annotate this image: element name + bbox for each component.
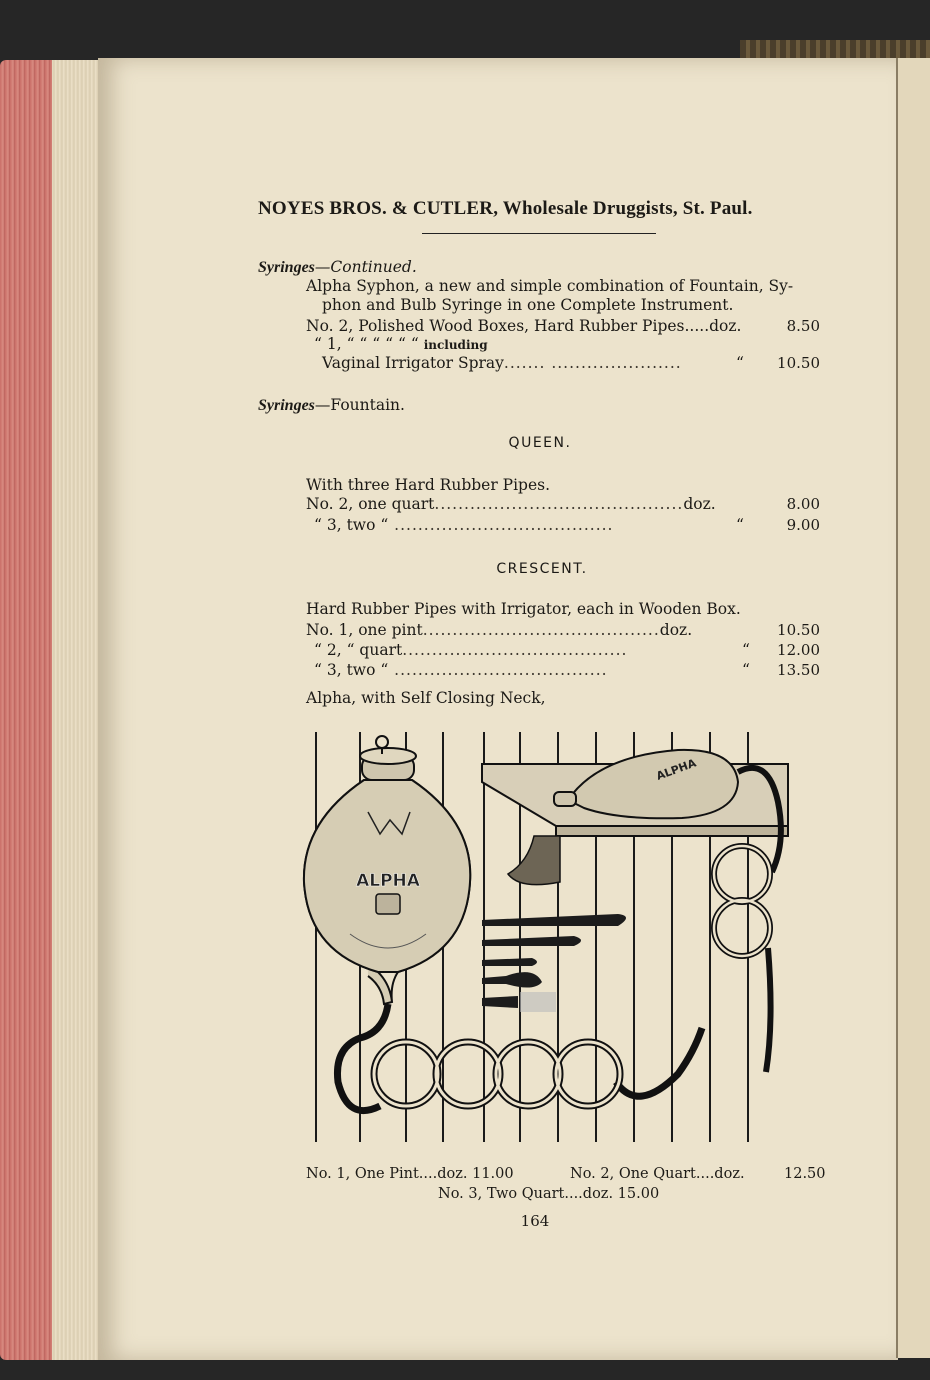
crescent-unit-no3: “ [742,661,750,679]
queen-desc: With three Hard Rubber Pipes. [306,476,551,494]
alpha-desc-line2: phon and Bulb Syringe in one Complete Instrument. [322,296,734,314]
bottle-label: ALPHA [356,871,420,891]
alpha-self-closing-desc: Alpha, with Self Closing Neck, [306,689,546,707]
caption-no3: No. 3, Two Quart....doz. 15.00 [438,1186,660,1202]
section-title-syringes-fountain: Syringes—Fountain. [258,396,405,414]
queen-item-no2: No. 2, one quart..........................................doz. [306,495,716,513]
crescent-price-no1: 10.50 [777,621,820,639]
bulb-label: ALPHA [654,756,698,783]
section-title-syringes-continued: Syringes—Continued. [258,258,417,276]
page-number: 164 [520,1212,550,1230]
crescent-item-no1: No. 1, one pint........................................doz. [306,621,693,639]
heading-queen: QUEEN. [508,435,572,451]
heading-crescent: CRESCENT. [496,561,588,577]
price-vaginal-irrigator: 10.50 [777,354,820,372]
header-rule [422,233,656,234]
item-no2-wood-boxes: No. 2, Polished Wood Boxes, Hard Rubber Pipes.....doz. [306,317,742,335]
page-header: NOYES BROS. & CUTLER, Wholesale Druggists, St. Paul. [258,198,753,219]
hard-rubber-pipes [482,914,626,1012]
caption-no1: No. 1, One Pint....doz. 11.00 [306,1166,514,1182]
item-no1-ditto: “ 1, “ “ “ “ “ “ including [314,335,488,353]
crescent-desc: Hard Rubber Pipes with Irrigator, each in Wooden Box. [306,600,741,618]
price-no2-wood-boxes: 8.50 [786,317,820,335]
alpha-bottle [304,736,470,1004]
item-vaginal-irrigator: Vaginal Irrigator Spray....... ...................... [322,354,682,372]
crescent-price-no3: 13.50 [777,661,820,679]
syringe-illustration [298,722,822,1154]
queen-item-no3: “ 3, two “ ..................................... [314,516,614,534]
queen-price-no3: 9.00 [786,516,820,534]
alpha-desc-line1: Alpha Syphon, a new and simple combination of Fountain, Sy- [306,277,794,295]
crescent-item-no2: “ 2, “ quart...................................... [314,641,628,659]
unit-vaginal-irrigator: “ [736,354,744,372]
caption-no2-price: 12.50 [784,1166,826,1182]
crescent-item-no3: “ 3, two “ .................................... [314,661,608,679]
crescent-unit-no2: “ [742,641,750,659]
crescent-price-no2: 12.00 [777,641,820,659]
queen-unit-no3: “ [736,516,744,534]
queen-price-no2: 8.00 [786,495,820,513]
caption-no2: No. 2, One Quart....doz. [570,1166,745,1182]
